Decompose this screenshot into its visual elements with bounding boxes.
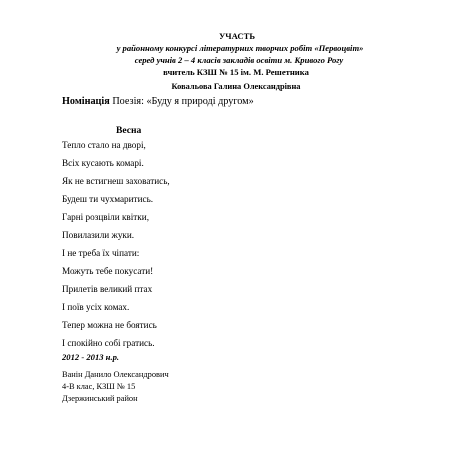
poem-line: І спокійно собі гратись. (62, 338, 155, 348)
author-district: Дзержинський район (62, 393, 138, 403)
header-teacher: вчитель КЗШ № 15 ім. М. Решетника (163, 67, 309, 77)
poem-line: Всіх кусають комарі. (62, 158, 144, 168)
nomination-text: Поезія: «Буду я природі другом» (109, 96, 254, 107)
poem-line: Як не встигнеш заховатись, (62, 176, 170, 186)
poem-line: Гарні розцвіли квітки, (62, 212, 149, 222)
document-header (0, 30, 452, 93)
poem-line: І не треба їх чіпати: (62, 248, 140, 258)
poem-line: Тепер можна не боятись (62, 320, 157, 330)
header-contest: у районному конкурсі літературних творчих робіт «Первоцвіт» (116, 43, 364, 53)
poem-line: І поїв усіх комах. (62, 302, 130, 312)
author-name: Ванін Данило Олександрович (62, 370, 169, 379)
poem-line: Тепло стало на дворі, (62, 140, 146, 150)
poem-line: Повилазили жуки. (62, 230, 135, 240)
school-year: 2012 - 2013 н.р. (62, 352, 120, 362)
header-pupils: серед учнів 2 – 4 класів закладів освіти м. Кривого Рогу (134, 55, 344, 65)
poem-lines (62, 136, 170, 352)
header-teacher-name: Ковальова Галина Олександрівна (171, 82, 301, 91)
poem-title: Весна (116, 125, 142, 136)
author-class: 4-В клас, КЗШ № 15 (62, 381, 136, 391)
header-title: УЧАСТЬ (218, 31, 255, 41)
poem-line: Будеш ти чухмаритись. (62, 194, 154, 204)
poem-line: Можуть тебе покусати! (62, 266, 154, 276)
nomination-label: Номінація (62, 96, 110, 107)
nomination (62, 96, 254, 107)
author-block (62, 369, 169, 404)
poem-line: Прилетів великий птах (62, 284, 153, 294)
